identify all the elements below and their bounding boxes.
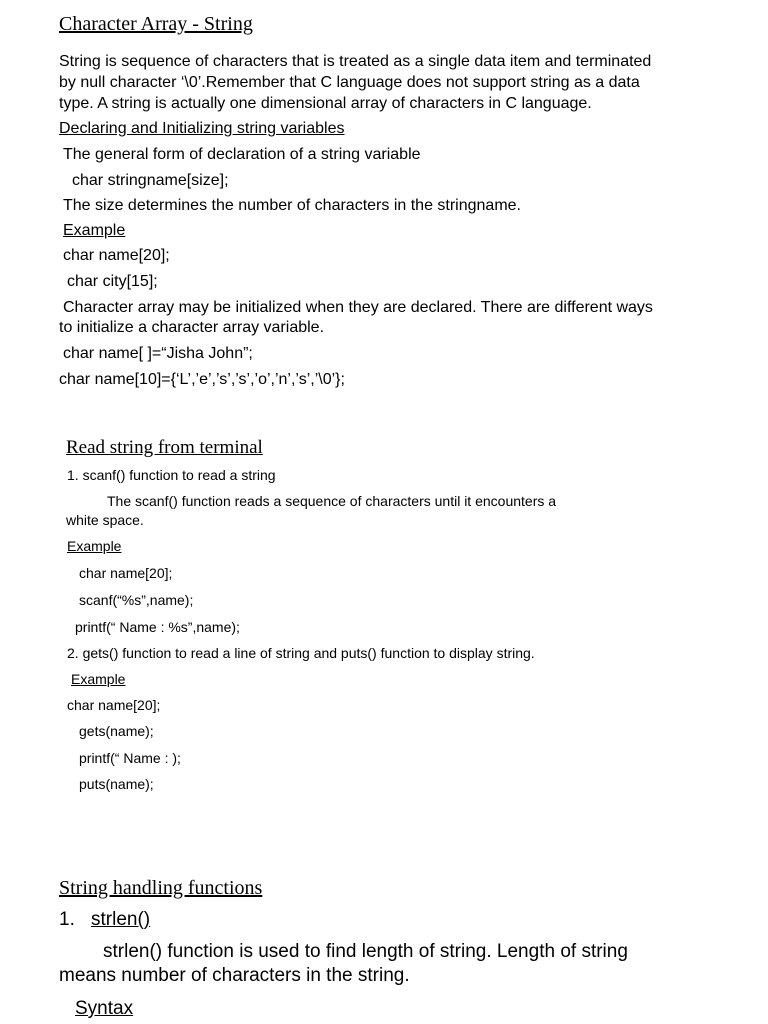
section-title-string-handling: String handling functions: [59, 877, 263, 899]
subheading-declaring: Declaring and Initializing string variables: [59, 120, 345, 137]
strlen-desc-line-1: strlen() function is used to find length of string. Length of string: [103, 941, 628, 962]
example-label-3: Example: [71, 671, 126, 687]
list-item-scanf: 1. scanf() function to read a string: [67, 467, 276, 483]
intro-line-2: by null character ‘\0’.Remember that C language does not support string as a data: [59, 74, 640, 91]
code-line: char city[15];: [67, 273, 158, 290]
function-name-strlen: strlen(): [91, 909, 151, 930]
code-line: printf(“ Name : );: [79, 750, 181, 766]
code-line: scanf(“%s”,name);: [79, 592, 194, 608]
list-item-gets: 2. gets() function to read a line of string and puts() function to display string.: [67, 645, 535, 661]
intro-line-1: String is sequence of characters that is treated as a single data item and terminated: [59, 53, 652, 70]
code-line: char name[10]={‘L’,’e’,’s’,’s’,’o’,’n’,’s’,’\0’};: [59, 371, 345, 388]
section-title-read-string: Read string from terminal: [66, 437, 263, 458]
example-label-2: Example: [67, 538, 122, 554]
code-line: printf(“ Name : %s”,name);: [75, 619, 240, 635]
scanf-desc-line-2: white space.: [66, 512, 144, 528]
general-form-text: The general form of declaration of a string variable: [63, 146, 421, 163]
section-title-character-array: Character Array - String: [59, 13, 253, 35]
code-line: char name[ ]=“Jisha John”;: [63, 345, 253, 362]
intro-line-3: type. A string is actually one dimensional array of characters in C language.: [59, 95, 592, 112]
list-number-1: 1.: [59, 909, 75, 930]
code-line: puts(name);: [79, 776, 154, 792]
init-note-line-2: to initialize a character array variable.: [59, 319, 325, 336]
code-line: char name[20];: [63, 247, 170, 264]
syntax-label: Syntax: [75, 998, 134, 1019]
strlen-desc-line-2: means number of characters in the string.: [59, 965, 410, 986]
code-line: gets(name);: [79, 723, 154, 739]
size-note: The size determines the number of characters in the stringname.: [63, 197, 521, 214]
scanf-desc-line-1: The scanf() function reads a sequence of characters until it encounters a: [107, 493, 557, 509]
code-line: char name[20];: [79, 565, 173, 581]
code-line: char name[20];: [67, 697, 161, 713]
declaration-syntax: char stringname[size];: [72, 172, 229, 189]
init-note-line-1: Character array may be initialized when they are declared. There are different ways: [63, 299, 653, 316]
example-label-1: Example: [63, 222, 126, 239]
